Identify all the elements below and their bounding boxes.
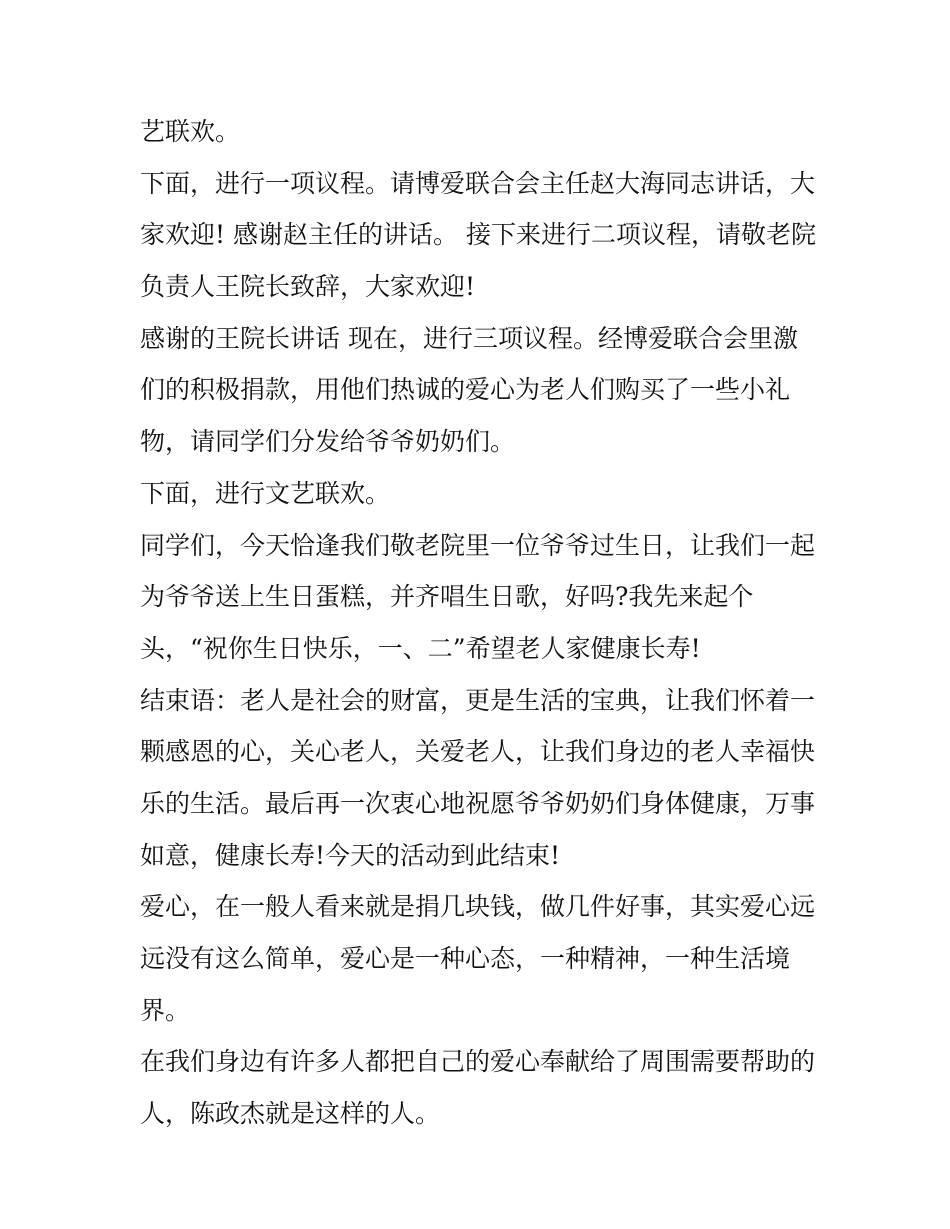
text-line: 远没有这么简单，爱心是一种心态，一种精神，一种生活境 <box>140 944 791 973</box>
text-line: 家欢迎! 感谢赵主任的讲话。 接下来进行二项议程，请敬老院 <box>140 220 816 250</box>
text-line: 感谢的王院长讲话 现在，进行三项议程。经博爱联合会里激 <box>140 323 798 353</box>
text-line: 负责人王院长致辞，大家欢迎! <box>140 272 476 302</box>
text-line: 爱心，在一般人看来就是捐几块钱，做几件好事，其实爱心远 <box>140 892 816 922</box>
text-line: 们的积极捐款，用他们热诚的爱心为老人们购买了一些小礼 <box>140 375 791 405</box>
text-line: 人，陈政杰就是这样的人。 <box>140 1099 441 1129</box>
text-line: 物，请同学们分发给爷爷奶奶们。 <box>140 427 516 457</box>
text-line: 同学们，今天恰逢我们敬老院里一位爷爷过生日，让我们一起 <box>140 530 816 560</box>
text-line: 结束语：老人是社会的财富，更是生活的宝典，让我们怀着一 <box>140 685 816 715</box>
text-line: 艺联欢。 <box>140 117 241 146</box>
text-line: 在我们身边有许多人都把自己的爱心奉献给了周围需要帮助的 <box>140 1047 816 1077</box>
text-line: 乐的生活。最后再一次衷心地祝愿爷爷奶奶们身体健康，万事 <box>140 788 816 818</box>
text-line: 为爷爷送上生日蛋糕，并齐唱生日歌，好吗?我先来起个 <box>140 582 754 612</box>
text-line: 如意，健康长寿!今天的活动到此结束! <box>140 840 561 870</box>
document-body <box>140 106 820 1140</box>
text-line: 颗感恩的心，关心老人，关爱老人，让我们身边的老人幸福快 <box>140 737 816 767</box>
text-line: 界。 <box>140 995 191 1025</box>
text-line: 头，“祝你生日快乐，一、二”希望老人家健康长寿! <box>140 633 701 663</box>
text-line: 下面，进行文艺联欢。 <box>140 478 391 508</box>
text-line: 下面，进行一项议程。请博爱联合会主任赵大海同志讲话，大 <box>140 168 816 198</box>
